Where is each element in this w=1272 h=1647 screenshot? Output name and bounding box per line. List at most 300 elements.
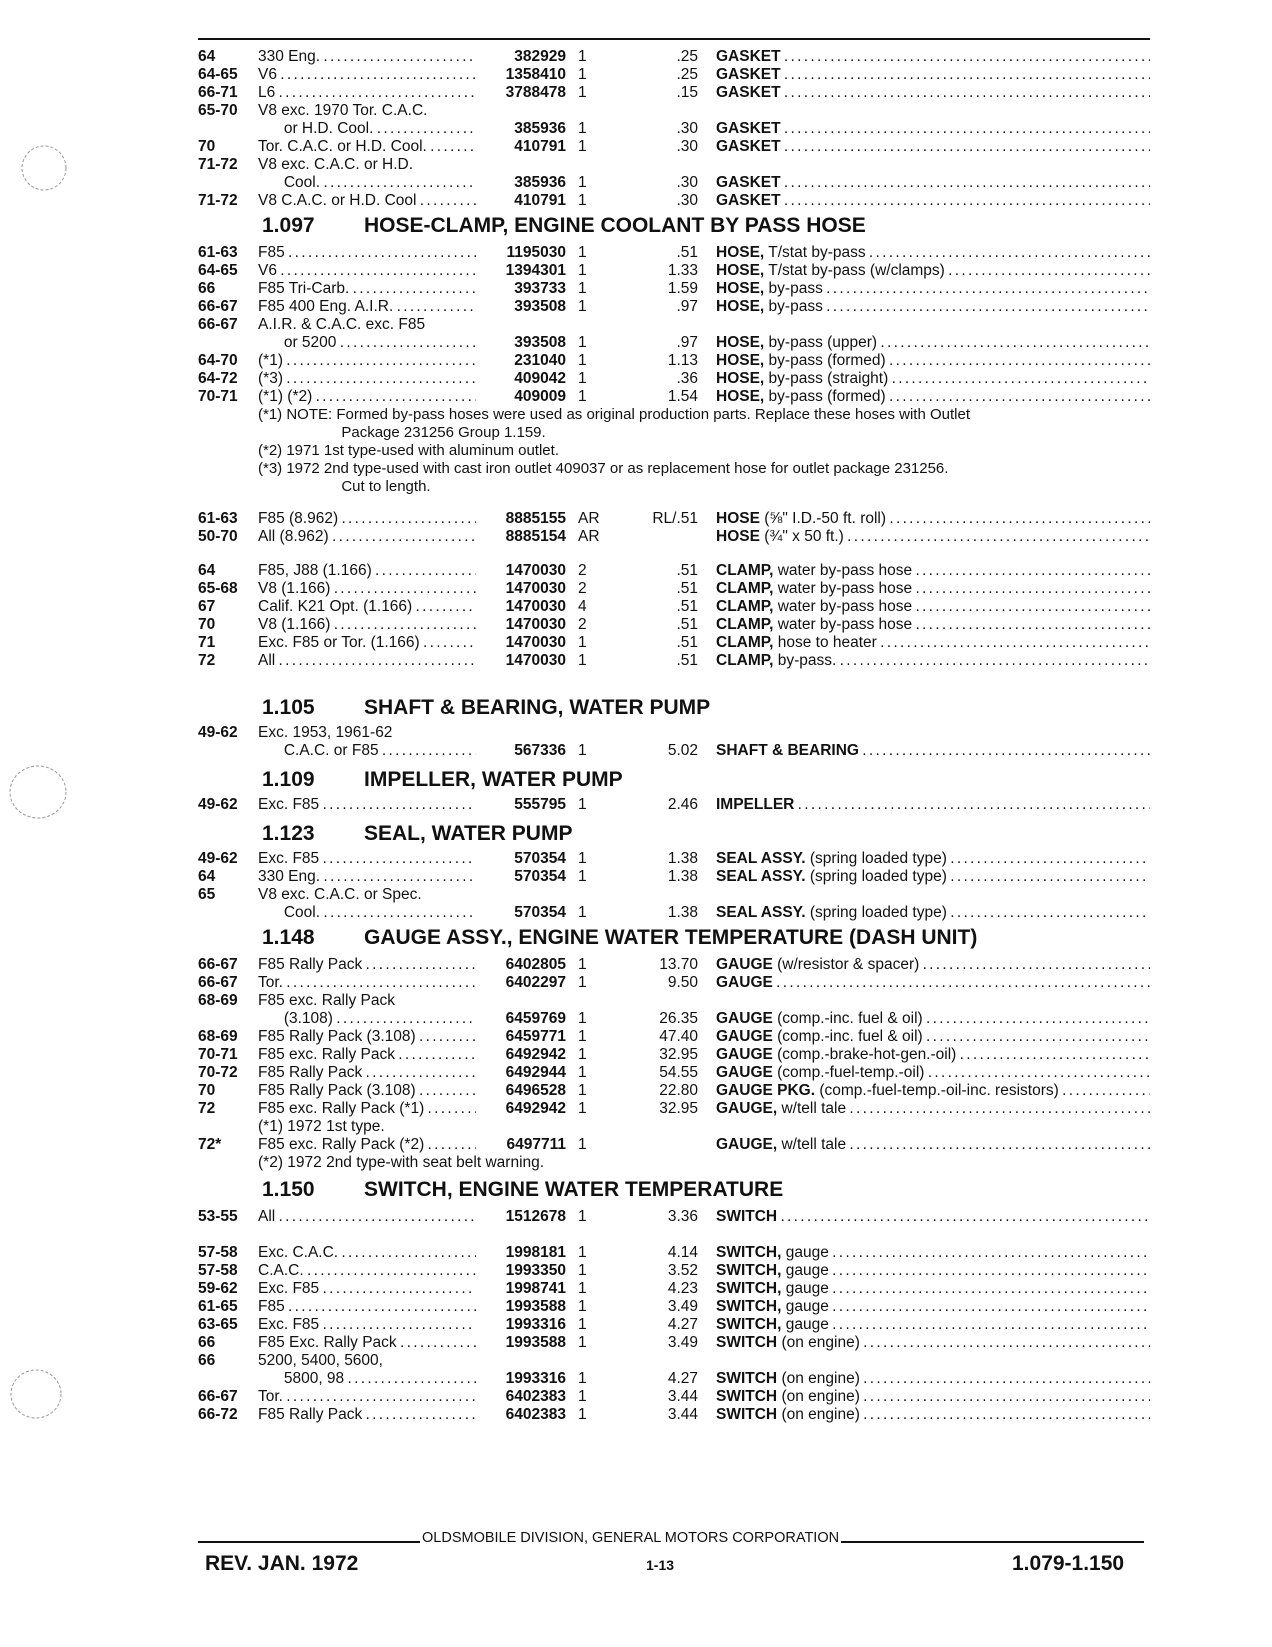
part-name: HOSE: [716, 510, 760, 527]
footnote: (*3) 1972 2nd type-used with cast iron outlet 409037 or as replacement hose for outlet package 231256.: [258, 460, 949, 477]
quantity: 1: [578, 84, 587, 101]
part-number: 1993350: [505, 1262, 566, 1279]
application: F85 Tri-Carb. . . .: [258, 280, 476, 298]
application: All (8.962) . . .: [258, 528, 476, 546]
application: F85 Rally Pack . . .: [258, 1064, 476, 1082]
table-row: [0, 562, 1272, 580]
part-detail: (on engine): [777, 1334, 860, 1351]
application: F85 exc. Rally Pack (*2) . . .: [258, 1136, 476, 1154]
application: L6 . . .: [258, 84, 476, 102]
binder-hole-icon: [18, 142, 70, 194]
part-number: 1394301: [505, 262, 566, 279]
section-number: 1.148: [262, 926, 315, 949]
part-name: GAUGE: [716, 956, 773, 973]
part-detail: gauge: [781, 1262, 829, 1279]
quantity: AR: [578, 510, 600, 527]
part-name: GAUGE,: [716, 1100, 778, 1117]
part-name: SHAFT & BEARING: [716, 742, 859, 759]
quantity: 1: [578, 352, 587, 369]
list-price: 3.49: [667, 1298, 698, 1315]
part-number: 6497711: [506, 1136, 566, 1153]
quantity: 1: [578, 1100, 587, 1117]
part-name: GAUGE: [716, 1046, 773, 1063]
part-number: 231040: [514, 352, 566, 369]
quantity: 1: [578, 634, 587, 651]
quantity: 1: [578, 1388, 587, 1405]
part-name: SWITCH,: [716, 1298, 782, 1315]
part-description: [716, 298, 1150, 316]
list-price: 4.23: [667, 1280, 698, 1297]
part-name: GAUGE: [716, 1064, 773, 1081]
part-description: [716, 1388, 1150, 1406]
application: F85 exc. Rally Pack . . .: [258, 1046, 476, 1064]
footnote: (*1) NOTE: Formed by-pass hoses were used as original production parts. Replace these hoses with Outlet: [258, 406, 971, 423]
part-number: 1470030: [505, 652, 566, 669]
model-years: 65: [198, 886, 216, 903]
model-years: 65-68: [198, 580, 238, 597]
part-name: SWITCH,: [716, 1280, 782, 1297]
section-number: 1.109: [262, 768, 315, 791]
part-description: [716, 616, 1150, 634]
part-name: GAUGE PKG.: [716, 1082, 816, 1099]
application: (*1) . . .: [258, 352, 476, 370]
table-row: [0, 48, 1272, 66]
footer-division: OLDSMOBILE DIVISION, GENERAL MOTORS CORPORATION: [422, 1530, 840, 1546]
part-description: [716, 262, 1150, 280]
part-name: SEAL ASSY.: [716, 904, 806, 921]
part-number: 1470030: [505, 598, 566, 615]
footer-group-range: 1.079-1.150: [1012, 1552, 1125, 1575]
footnote: (*2) 1971 1st type-used with aluminum outlet.: [258, 442, 559, 459]
model-years: 61-63: [198, 510, 238, 527]
list-price: .51: [676, 652, 698, 669]
part-number: 8885154: [505, 528, 566, 545]
part-name: CLAMP,: [716, 616, 774, 633]
model-years: 72: [198, 652, 216, 669]
part-description: [716, 1262, 1150, 1280]
section-number: 1.105: [262, 696, 315, 719]
model-years: 66-67: [198, 316, 238, 333]
part-detail: hose to heater: [773, 634, 877, 651]
table-row: [0, 370, 1272, 388]
application: C.A.C. . . .: [258, 1262, 476, 1280]
quantity: 2: [578, 616, 587, 633]
part-number: 567336: [514, 742, 566, 759]
table-row: [0, 1082, 1272, 1100]
list-price: 1.13: [667, 352, 698, 369]
table-row: [0, 1298, 1272, 1316]
application: Cool. . . .: [258, 174, 476, 192]
list-price: .51: [676, 244, 698, 261]
application: F85, J88 (1.166) . . .: [258, 562, 476, 580]
top-rule: [198, 38, 1150, 40]
list-price: 1.38: [667, 868, 698, 885]
quantity: AR: [578, 528, 600, 545]
quantity: 1: [578, 1262, 587, 1279]
section-title: IMPELLER, WATER PUMP: [364, 768, 623, 791]
part-description: [716, 1064, 1150, 1082]
quantity: 1: [578, 868, 587, 885]
list-price: .51: [676, 634, 698, 651]
table-row: [0, 1388, 1272, 1406]
part-description: [716, 1136, 1150, 1154]
part-description: [716, 138, 1150, 156]
part-detail: (spring loaded type): [805, 868, 947, 885]
part-number: 6402805: [505, 956, 566, 973]
section-title: SHAFT & BEARING, WATER PUMP: [364, 696, 711, 719]
table-row: [0, 652, 1272, 670]
list-price: 5.02: [667, 742, 698, 759]
table-row: [0, 1046, 1272, 1064]
section-number: 1.097: [262, 214, 315, 237]
list-price: 1.38: [667, 850, 698, 867]
table-row: [0, 510, 1272, 528]
part-name: HOSE,: [716, 280, 765, 297]
part-description: [716, 1334, 1150, 1352]
part-detail: (comp.-brake-hot-gen.-oil): [772, 1046, 957, 1063]
part-name: GASKET: [716, 84, 781, 101]
list-price: 3.36: [667, 1208, 698, 1225]
application: Exc. 1953, 1961-62: [258, 724, 393, 741]
part-detail: (on engine): [777, 1406, 860, 1423]
table-row: [0, 580, 1272, 598]
application: V8 exc. 1970 Tor. C.A.C.: [258, 102, 428, 119]
table-row: [0, 262, 1272, 280]
model-years: 64: [198, 48, 216, 65]
part-description: [716, 244, 1150, 262]
quantity: 1: [578, 1244, 587, 1261]
quantity: 1: [578, 192, 587, 209]
application: Tor. . . .: [258, 974, 476, 992]
model-years: 57-58: [198, 1244, 238, 1261]
model-years: 66-67: [198, 956, 238, 973]
part-number: 555795: [514, 796, 566, 813]
quantity: 1: [578, 1370, 587, 1387]
part-number: 6496528: [505, 1082, 566, 1099]
quantity: 1: [578, 298, 587, 315]
part-detail: by-pass.: [773, 652, 837, 669]
application: F85 (8.962) . . .: [258, 510, 476, 528]
part-detail: water by-pass hose: [773, 598, 913, 615]
list-price: 32.95: [659, 1046, 698, 1063]
list-price: 1.38: [667, 904, 698, 921]
table-row: [0, 388, 1272, 406]
part-number: 6492942: [505, 1100, 566, 1117]
table-row: [0, 1154, 1272, 1172]
list-price: 1.54: [667, 388, 698, 405]
model-years: 71: [198, 634, 216, 651]
table-row: [0, 974, 1272, 992]
part-detail: (w/resistor & spacer): [772, 956, 920, 973]
table-row: [0, 1136, 1272, 1154]
model-years: 70: [198, 1082, 216, 1099]
quantity: 1: [578, 48, 587, 65]
part-description: [716, 956, 1150, 974]
quantity: 1: [578, 956, 587, 973]
table-row: [0, 1334, 1272, 1352]
application: F85 . . .: [258, 1298, 476, 1316]
table-row: [0, 1262, 1272, 1280]
application: V8 (1.166) . . .: [258, 580, 476, 598]
part-detail: gauge: [781, 1298, 829, 1315]
quantity: 2: [578, 580, 587, 597]
part-number: 6402383: [505, 1388, 566, 1405]
table-row: [0, 298, 1272, 316]
application: V8 (1.166) . . .: [258, 616, 476, 634]
part-number: 6492942: [505, 1046, 566, 1063]
table-row: [0, 1208, 1272, 1226]
part-detail: (comp.-inc. fuel & oil): [772, 1010, 923, 1027]
table-row: [0, 1010, 1272, 1028]
part-name: HOSE,: [716, 370, 765, 387]
list-price: .36: [676, 370, 698, 387]
part-name: HOSE,: [716, 352, 765, 369]
part-number: 570354: [514, 868, 566, 885]
list-price: .25: [676, 48, 698, 65]
model-years: 66: [198, 280, 216, 297]
part-description: [716, 510, 1150, 528]
application: (*3) . . .: [258, 370, 476, 388]
part-number: 393733: [514, 280, 566, 297]
table-row: [0, 1118, 1272, 1136]
list-price: 2.46: [667, 796, 698, 813]
part-name: SWITCH: [716, 1334, 778, 1351]
part-detail: (comp.-fuel-temp.-oil-inc. resistors): [815, 1082, 1059, 1099]
part-name: CLAMP,: [716, 634, 774, 651]
part-description: [716, 580, 1150, 598]
table-row: [0, 84, 1272, 102]
table-row: [0, 868, 1272, 886]
part-detail: (¾" x 50 ft.): [759, 528, 844, 545]
list-price: 4.27: [667, 1316, 698, 1333]
list-price: 54.55: [659, 1064, 698, 1081]
model-years: 67: [198, 598, 216, 615]
part-detail: w/tell tale: [777, 1136, 847, 1153]
table-row: [0, 1028, 1272, 1046]
model-years: 57-58: [198, 1262, 238, 1279]
part-name: HOSE: [716, 528, 760, 545]
list-price: 3.49: [667, 1334, 698, 1351]
part-description: [716, 388, 1150, 406]
application: Exc. F85 . . .: [258, 1316, 476, 1334]
part-description: [716, 1298, 1150, 1316]
part-detail: T/stat by-pass: [764, 244, 866, 261]
table-row: [0, 850, 1272, 868]
part-number: 6459769: [505, 1010, 566, 1027]
application: All . . .: [258, 652, 476, 670]
footer-revision: REV. JAN. 1972: [205, 1552, 359, 1575]
quantity: 4: [578, 598, 587, 615]
quantity: 1: [578, 388, 587, 405]
list-price: .97: [676, 298, 698, 315]
part-description: [716, 1370, 1150, 1388]
section-number: 1.150: [262, 1178, 315, 1201]
list-price: 4.27: [667, 1370, 698, 1387]
part-number: 8885155: [505, 510, 566, 527]
application: F85 400 Eng. A.I.R. . . .: [258, 298, 476, 316]
part-number: 385936: [514, 174, 566, 191]
table-row: [0, 192, 1272, 210]
table-row: [0, 724, 1272, 742]
part-name: SWITCH: [716, 1388, 778, 1405]
part-detail: gauge: [781, 1316, 829, 1333]
part-number: 409042: [514, 370, 566, 387]
model-years: 66: [198, 1334, 216, 1351]
model-years: 66-72: [198, 1406, 238, 1423]
table-row: [0, 352, 1272, 370]
model-years: 50-70: [198, 528, 238, 545]
application: F85 exc. Rally Pack (*1) . . .: [258, 1100, 476, 1118]
application: 330 Eng. . . .: [258, 868, 476, 886]
model-years: 70: [198, 138, 216, 155]
quantity: 1: [578, 1028, 587, 1045]
part-detail: (on engine): [777, 1370, 860, 1387]
part-number: 1993316: [505, 1316, 566, 1333]
part-detail: (comp.-inc. fuel & oil): [772, 1028, 923, 1045]
part-description: [716, 904, 1150, 922]
model-years: 72: [198, 1100, 216, 1117]
quantity: 1: [578, 742, 587, 759]
list-price: .30: [676, 192, 698, 209]
section-title: SWITCH, ENGINE WATER TEMPERATURE: [364, 1178, 784, 1201]
application: Exc. F85 or Tor. (1.166) . . .: [258, 634, 476, 652]
model-years: 72*: [198, 1136, 222, 1153]
table-row: [0, 992, 1272, 1010]
part-number: 3788478: [505, 84, 566, 101]
part-name: SWITCH,: [716, 1316, 782, 1333]
application: All . . .: [258, 1208, 476, 1226]
part-number: 6402297: [505, 974, 566, 991]
quantity: 1: [578, 1280, 587, 1297]
list-price: 26.35: [659, 1010, 698, 1027]
part-detail: by-pass: [764, 280, 823, 297]
list-price: .51: [676, 616, 698, 633]
table-row: [0, 334, 1272, 352]
quantity: 1: [578, 1136, 587, 1153]
quantity: 1: [578, 66, 587, 83]
table-row: [0, 138, 1272, 156]
part-name: SWITCH: [716, 1406, 778, 1423]
application: F85 Rally Pack (3.108) . . .: [258, 1082, 476, 1100]
part-number: 6402383: [505, 1406, 566, 1423]
quantity: 1: [578, 138, 587, 155]
part-number: 410791: [514, 192, 566, 209]
part-number: 1358410: [505, 66, 566, 83]
table-row: [0, 742, 1272, 760]
application: Calif. K21 Opt. (1.166) . . .: [258, 598, 476, 616]
part-name: GAUGE: [716, 974, 773, 991]
model-years: 53-55: [198, 1208, 238, 1225]
part-name: CLAMP,: [716, 580, 774, 597]
part-detail: by-pass (straight): [764, 370, 889, 387]
part-number: 1195030: [506, 244, 566, 261]
part-detail: (spring loaded type): [805, 904, 947, 921]
list-price: .97: [676, 334, 698, 351]
part-number: 1470030: [505, 580, 566, 597]
table-row: [0, 886, 1272, 904]
list-price: .15: [676, 84, 698, 101]
part-detail: by-pass: [764, 298, 823, 315]
part-number: 1993316: [505, 1370, 566, 1387]
model-years: 70: [198, 616, 216, 633]
part-name: GASKET: [716, 120, 781, 137]
table-row: [0, 120, 1272, 138]
part-description: [716, 1010, 1150, 1028]
binder-hole-icon: [4, 1366, 64, 1422]
application: Exc. C.A.C. . . .: [258, 1244, 476, 1262]
list-price: .30: [676, 120, 698, 137]
part-detail: by-pass (formed): [764, 388, 886, 405]
part-description: [716, 120, 1150, 138]
model-years: 63-65: [198, 1316, 238, 1333]
quantity: 1: [578, 280, 587, 297]
part-name: GASKET: [716, 66, 781, 83]
part-description: [716, 1028, 1150, 1046]
list-price: 3.44: [667, 1406, 698, 1423]
table-row: [0, 316, 1272, 334]
part-number: 1470030: [505, 634, 566, 651]
list-price: .51: [676, 580, 698, 597]
part-description: [716, 1082, 1150, 1100]
part-description: [716, 1244, 1150, 1262]
part-detail: (⅝" I.D.-50 ft. roll): [759, 510, 887, 527]
list-price: .51: [676, 562, 698, 579]
part-detail: by-pass (upper): [764, 334, 878, 351]
quantity: 1: [578, 850, 587, 867]
part-number: 1470030: [505, 562, 566, 579]
section-title: HOSE-CLAMP, ENGINE COOLANT BY PASS HOSE: [364, 214, 866, 237]
part-description: [716, 1280, 1150, 1298]
table-row: [0, 174, 1272, 192]
part-description: [716, 192, 1150, 210]
part-detail: w/tell tale: [777, 1100, 847, 1117]
part-number: 1512678: [505, 1208, 566, 1225]
list-price: .30: [676, 174, 698, 191]
list-price: 3.44: [667, 1388, 698, 1405]
part-description: [716, 1316, 1150, 1334]
quantity: 1: [578, 262, 587, 279]
quantity: 2: [578, 562, 587, 579]
part-detail: water by-pass hose: [773, 580, 913, 597]
part-name: GAUGE: [716, 1010, 773, 1027]
quantity: 1: [578, 652, 587, 669]
part-description: [716, 334, 1150, 352]
application: 5200, 5400, 5600,: [258, 1352, 383, 1369]
application: A.I.R. & C.A.C. exc. F85: [258, 316, 426, 333]
model-years: 64: [198, 868, 216, 885]
application: (*2) 1972 2nd type-with seat belt warning.: [258, 1154, 545, 1171]
part-name: HOSE,: [716, 262, 765, 279]
binder-hole-icon: [4, 762, 68, 822]
application: 5800, 98 . . .: [258, 1370, 476, 1388]
quantity: 1: [578, 1010, 587, 1027]
model-years: 61-65: [198, 1298, 238, 1315]
table-row: [0, 1370, 1272, 1388]
application: or 5200 . . .: [258, 334, 476, 352]
part-description: [716, 974, 1150, 992]
model-years: 70-72: [198, 1064, 238, 1081]
table-row: [0, 528, 1272, 546]
application: F85 Rally Pack (3.108) . . .: [258, 1028, 476, 1046]
part-name: CLAMP,: [716, 562, 774, 579]
part-description: [716, 634, 1150, 652]
part-description: [716, 868, 1150, 886]
table-row: [0, 634, 1272, 652]
part-number: 570354: [514, 904, 566, 921]
part-description: [716, 352, 1150, 370]
model-years: 49-62: [198, 850, 238, 867]
part-number: 1993588: [505, 1298, 566, 1315]
